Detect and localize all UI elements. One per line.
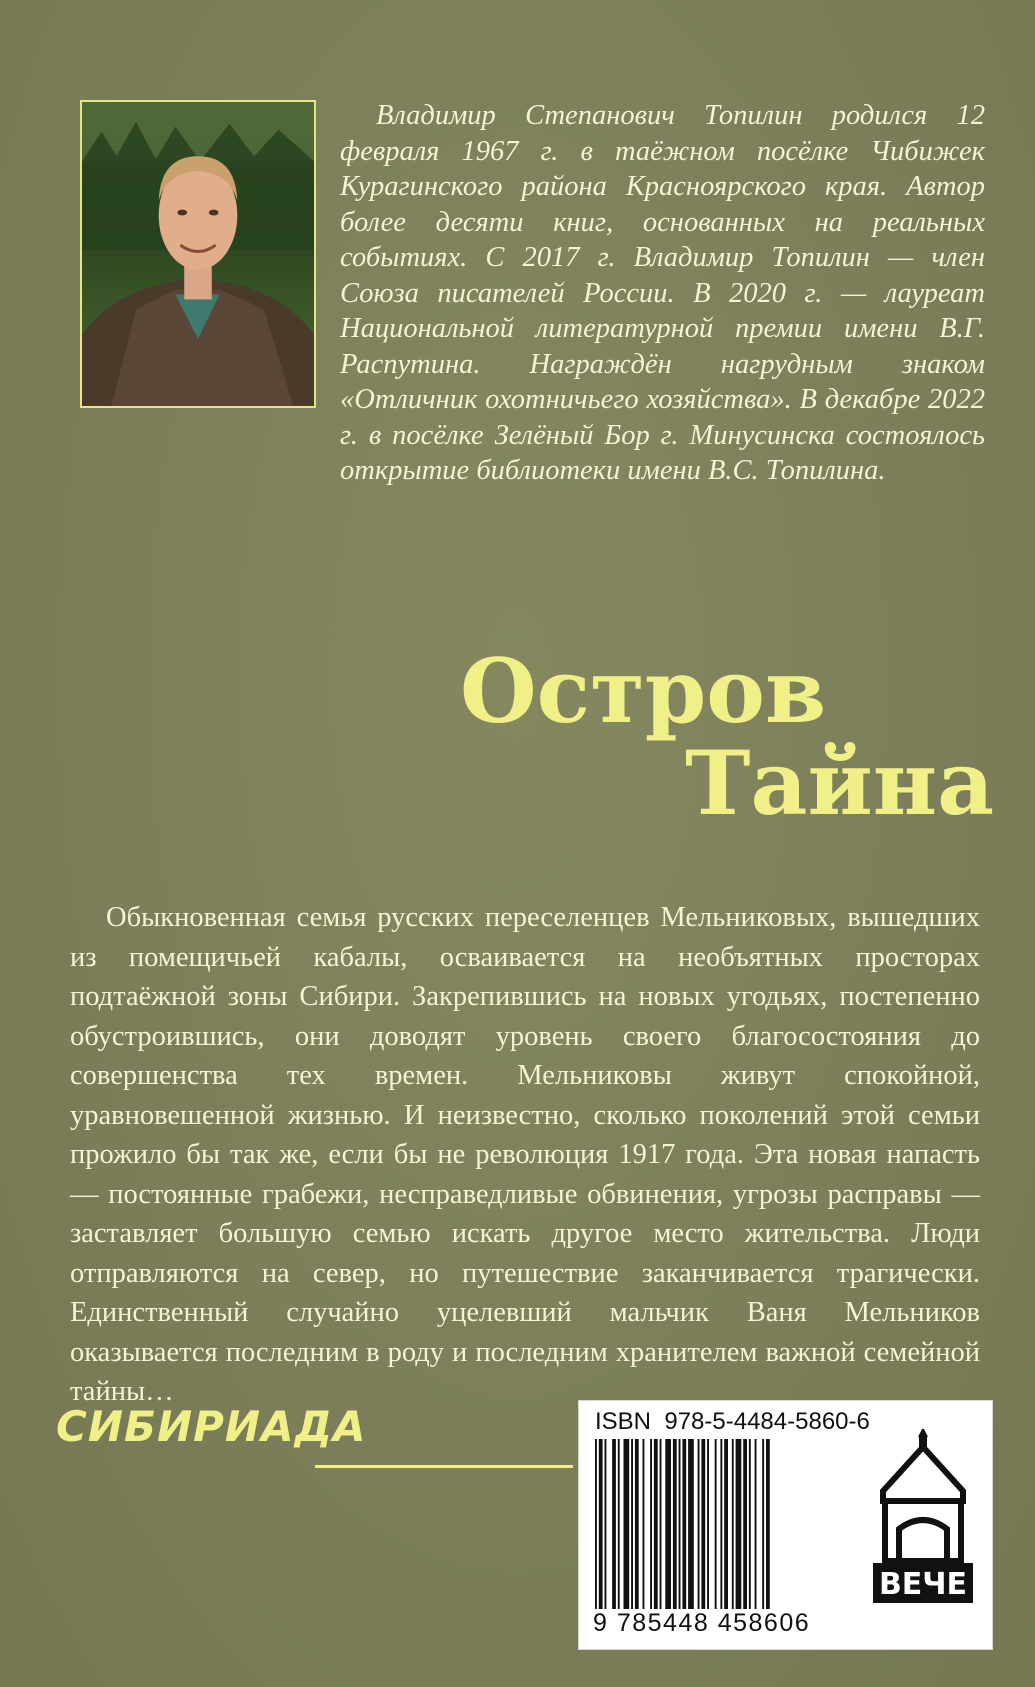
ean-digits: 9 785448 458606 xyxy=(593,1609,811,1637)
barcode-bar xyxy=(701,1439,705,1609)
series-name: СИБИРИАДА xyxy=(56,1402,367,1451)
barcode-bar xyxy=(618,1439,620,1609)
barcode-bar xyxy=(766,1439,770,1609)
barcode-bar xyxy=(635,1439,639,1609)
barcode-bar xyxy=(679,1439,681,1609)
publisher-logo-text: ВЕЧЕ xyxy=(878,1567,968,1602)
barcode-bar xyxy=(762,1439,764,1609)
barcode-panel xyxy=(578,1400,993,1650)
author-photo xyxy=(80,100,316,408)
barcode-bar xyxy=(715,1439,717,1609)
barcode-bar xyxy=(643,1439,645,1609)
barcode-bar xyxy=(749,1439,751,1609)
barcode-bar xyxy=(665,1439,671,1609)
barcode-bar xyxy=(743,1439,747,1609)
barcode-bar xyxy=(736,1439,742,1609)
barcode-bar xyxy=(612,1439,616,1609)
barcode-bar xyxy=(605,1439,607,1609)
series-underline xyxy=(315,1465,573,1468)
barcode-bars xyxy=(593,1439,855,1609)
barcode-bar xyxy=(624,1439,630,1609)
barcode-bar xyxy=(698,1439,700,1609)
barcode-bar xyxy=(660,1439,662,1609)
isbn-text xyxy=(595,1408,870,1436)
isbn-label: ISBN xyxy=(595,1408,652,1435)
barcode-bar xyxy=(732,1439,734,1609)
barcode-bar xyxy=(724,1439,728,1609)
isbn-value: 978-5-4484-5860-6 xyxy=(664,1408,870,1435)
barcode-bar xyxy=(688,1439,694,1609)
barcode-bar xyxy=(654,1439,658,1609)
barcode-bar xyxy=(673,1439,677,1609)
barcode-bar xyxy=(650,1439,652,1609)
book-title xyxy=(460,639,1000,835)
barcode-bar xyxy=(707,1439,709,1609)
barcode-bar xyxy=(755,1439,757,1609)
barcode-bar xyxy=(682,1439,686,1609)
barcode-bar xyxy=(599,1439,603,1609)
barcode-bar xyxy=(595,1439,597,1609)
series-logo xyxy=(56,1402,367,1451)
book-annotation: Обыкновенная семья русских переселенцев Мельниковых, вышедших из помещичьей кабалы, осваивается на необъятных просторах подтаёжной зоны Сибири. Закрепившись на новых угодьях, постепенно обустроившись, они доводят уровень своего благосостояния до совершенства тех времен. Мельниковы живут спокойной, уравновешенной жизнью. И неизвестно, сколько поколений этой семьи прожило бы так же, если бы не революция 1917 года. Эта новая напасть — постоянные грабежи, несправедливые обвинения, угрозы расправы — заставляет большую семью искать другое место жительства. Люди отправляются на север, но путешествие заканчивается трагически. Единственный случайно уцелевший мальчик Ваня Мельников оказывается последним в роду и последним хранителем важной семейной тайны… xyxy=(70,902,980,1407)
book-title-line-1: Остров xyxy=(460,639,827,743)
barcode-bar xyxy=(720,1439,722,1609)
barcode-bar xyxy=(631,1439,633,1609)
publisher-logo xyxy=(863,1429,983,1619)
book-title-line-2: Тайна xyxy=(685,731,995,835)
author-bio: Владимир Степанович Топилин родился 12 февраля 1967 г. в таёжном посёлке Чибижек Курагинского района Красноярского края. Автор более десяти книг, основанных на реальных событиях. С 2017 г. Владимир Топилин — член Союза писателей России. В 2020 г. — лауреат Национальной литературной премии имени В.Г. Распутина. Награждён нагрудным знаком «Отличник охотничьего хозяйства». В декабре 2022 г. в посёлке Зелёный Бор г. Минусинска состоялось открытие библиотеки имени В.С. Топилина. xyxy=(340,100,985,486)
